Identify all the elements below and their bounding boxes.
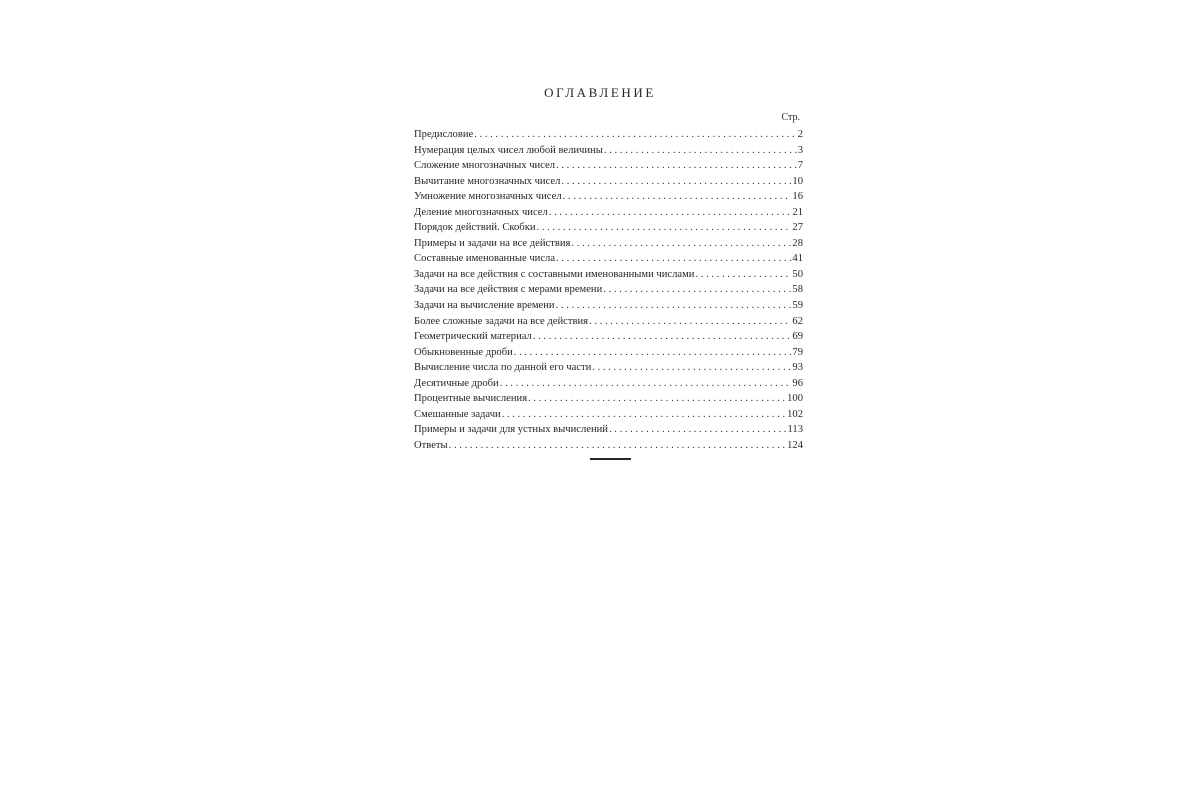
dot-leader [502,407,786,423]
toc-entry-page-number: 113 [787,424,803,436]
dot-leader [537,220,792,236]
dot-leader [589,314,791,330]
toc-entry [414,407,803,423]
end-rule-divider [590,458,631,460]
toc-entry [414,174,803,190]
toc-entry-page-number: 10 [792,175,803,187]
toc-entry-page-number: 41 [792,253,803,265]
toc-entry-title: Десятичные дроби [414,377,499,389]
toc-entry-title: Сложение многозначных чисел [414,160,556,172]
toc-entry-title: Процентные вычисления [414,393,528,405]
toc-entry-title: Вычисление числа по данной его части [414,362,592,374]
toc-entry-page-number: 21 [792,206,803,218]
toc-entry-page-number: 93 [792,362,803,374]
dot-leader [556,298,792,314]
toc-entry [414,329,803,345]
toc-entry-page-number: 96 [792,377,803,389]
toc-entry [414,143,803,159]
toc-entry-title: Предисловие [414,129,474,140]
dot-leader [556,251,791,267]
toc-entry-page-number: 69 [792,331,803,343]
toc-entry [414,391,803,407]
toc-entry-title: Смешанные задачи [414,408,501,420]
toc-entry-page-number: 7 [797,160,803,172]
toc-entry-title: Порядок действий. Скобки [414,222,536,234]
page-title: ОГЛАВЛЕНИЕ [544,85,656,100]
dot-leader [604,143,797,159]
toc-entry [414,251,803,267]
dot-leader [556,158,797,174]
dot-leader [603,282,791,298]
dot-leader [695,267,791,283]
toc-entry-page-number: 102 [787,408,803,420]
toc-entry [414,236,803,252]
toc-entry-title: Примеры и задачи для устных вычислений [414,424,608,436]
dot-leader [449,438,786,454]
toc-entry-title: Задачи на все действия с мерами времени [414,284,603,296]
toc-entry-page-number: 16 [792,191,803,203]
toc-entry-title: Обыкновенные дроби [414,346,513,358]
toc-entry [414,127,803,143]
toc-entry-page-number: 62 [792,315,803,327]
dot-leader [514,345,792,361]
toc-entry-page-number: 27 [792,222,803,234]
toc-entry [414,376,803,392]
toc-entry [414,189,803,205]
page-column-label: Стр. [781,112,800,123]
toc-entry-title: Умножение многозначных чисел [414,191,562,203]
toc-entry-page-number: 124 [787,439,803,451]
dot-leader [561,174,791,190]
toc-entry-page-number: 100 [787,393,803,405]
toc-entry [414,314,803,330]
toc-entry-title: Составные именованные числа [414,253,556,265]
toc-entry-page-number: 3 [797,144,803,156]
toc-entry [414,298,803,314]
dot-leader [500,376,792,392]
toc-entry-page-number: 79 [792,346,803,358]
toc-entry [414,220,803,236]
toc-entry-page-number: 59 [792,300,803,312]
dot-leader [563,189,792,205]
dot-leader [533,329,792,345]
dot-leader [549,205,792,221]
toc-entry-page-number: 58 [792,284,803,296]
toc-entry-title: Примеры и задачи на все действия [414,237,571,249]
toc-entry-title: Нумерация целых чисел любой величины [414,144,603,156]
toc-entry-title: Деление многозначных чисел [414,206,548,218]
toc-entry [414,158,803,174]
toc-entry [414,205,803,221]
toc-entry-title: Задачи на все действия с составными именованными числами [414,268,695,280]
dot-leader [528,391,786,407]
dot-leader [474,127,796,143]
toc-entry-page-number: 50 [792,268,803,280]
toc-entry-title: Более сложные задачи на все действия [414,315,589,327]
toc-entry-page-number: 28 [792,237,803,249]
dot-leader [609,422,787,438]
table-of-contents [414,127,803,453]
toc-entry [414,267,803,283]
dot-leader [571,236,791,252]
toc-entry [414,438,803,454]
toc-entry [414,422,803,438]
toc-entry-title: Вычитание многозначных чисел [414,175,561,187]
toc-entry [414,345,803,361]
toc-entry [414,282,803,298]
toc-entry-title: Геометрический материал [414,331,532,343]
dot-leader [592,360,791,376]
toc-entry-title: Задачи на вычисление времени [414,300,555,312]
toc-entry [414,360,803,376]
toc-entry-title: Ответы [414,439,448,451]
toc-entry-page-number: 2 [797,129,803,140]
